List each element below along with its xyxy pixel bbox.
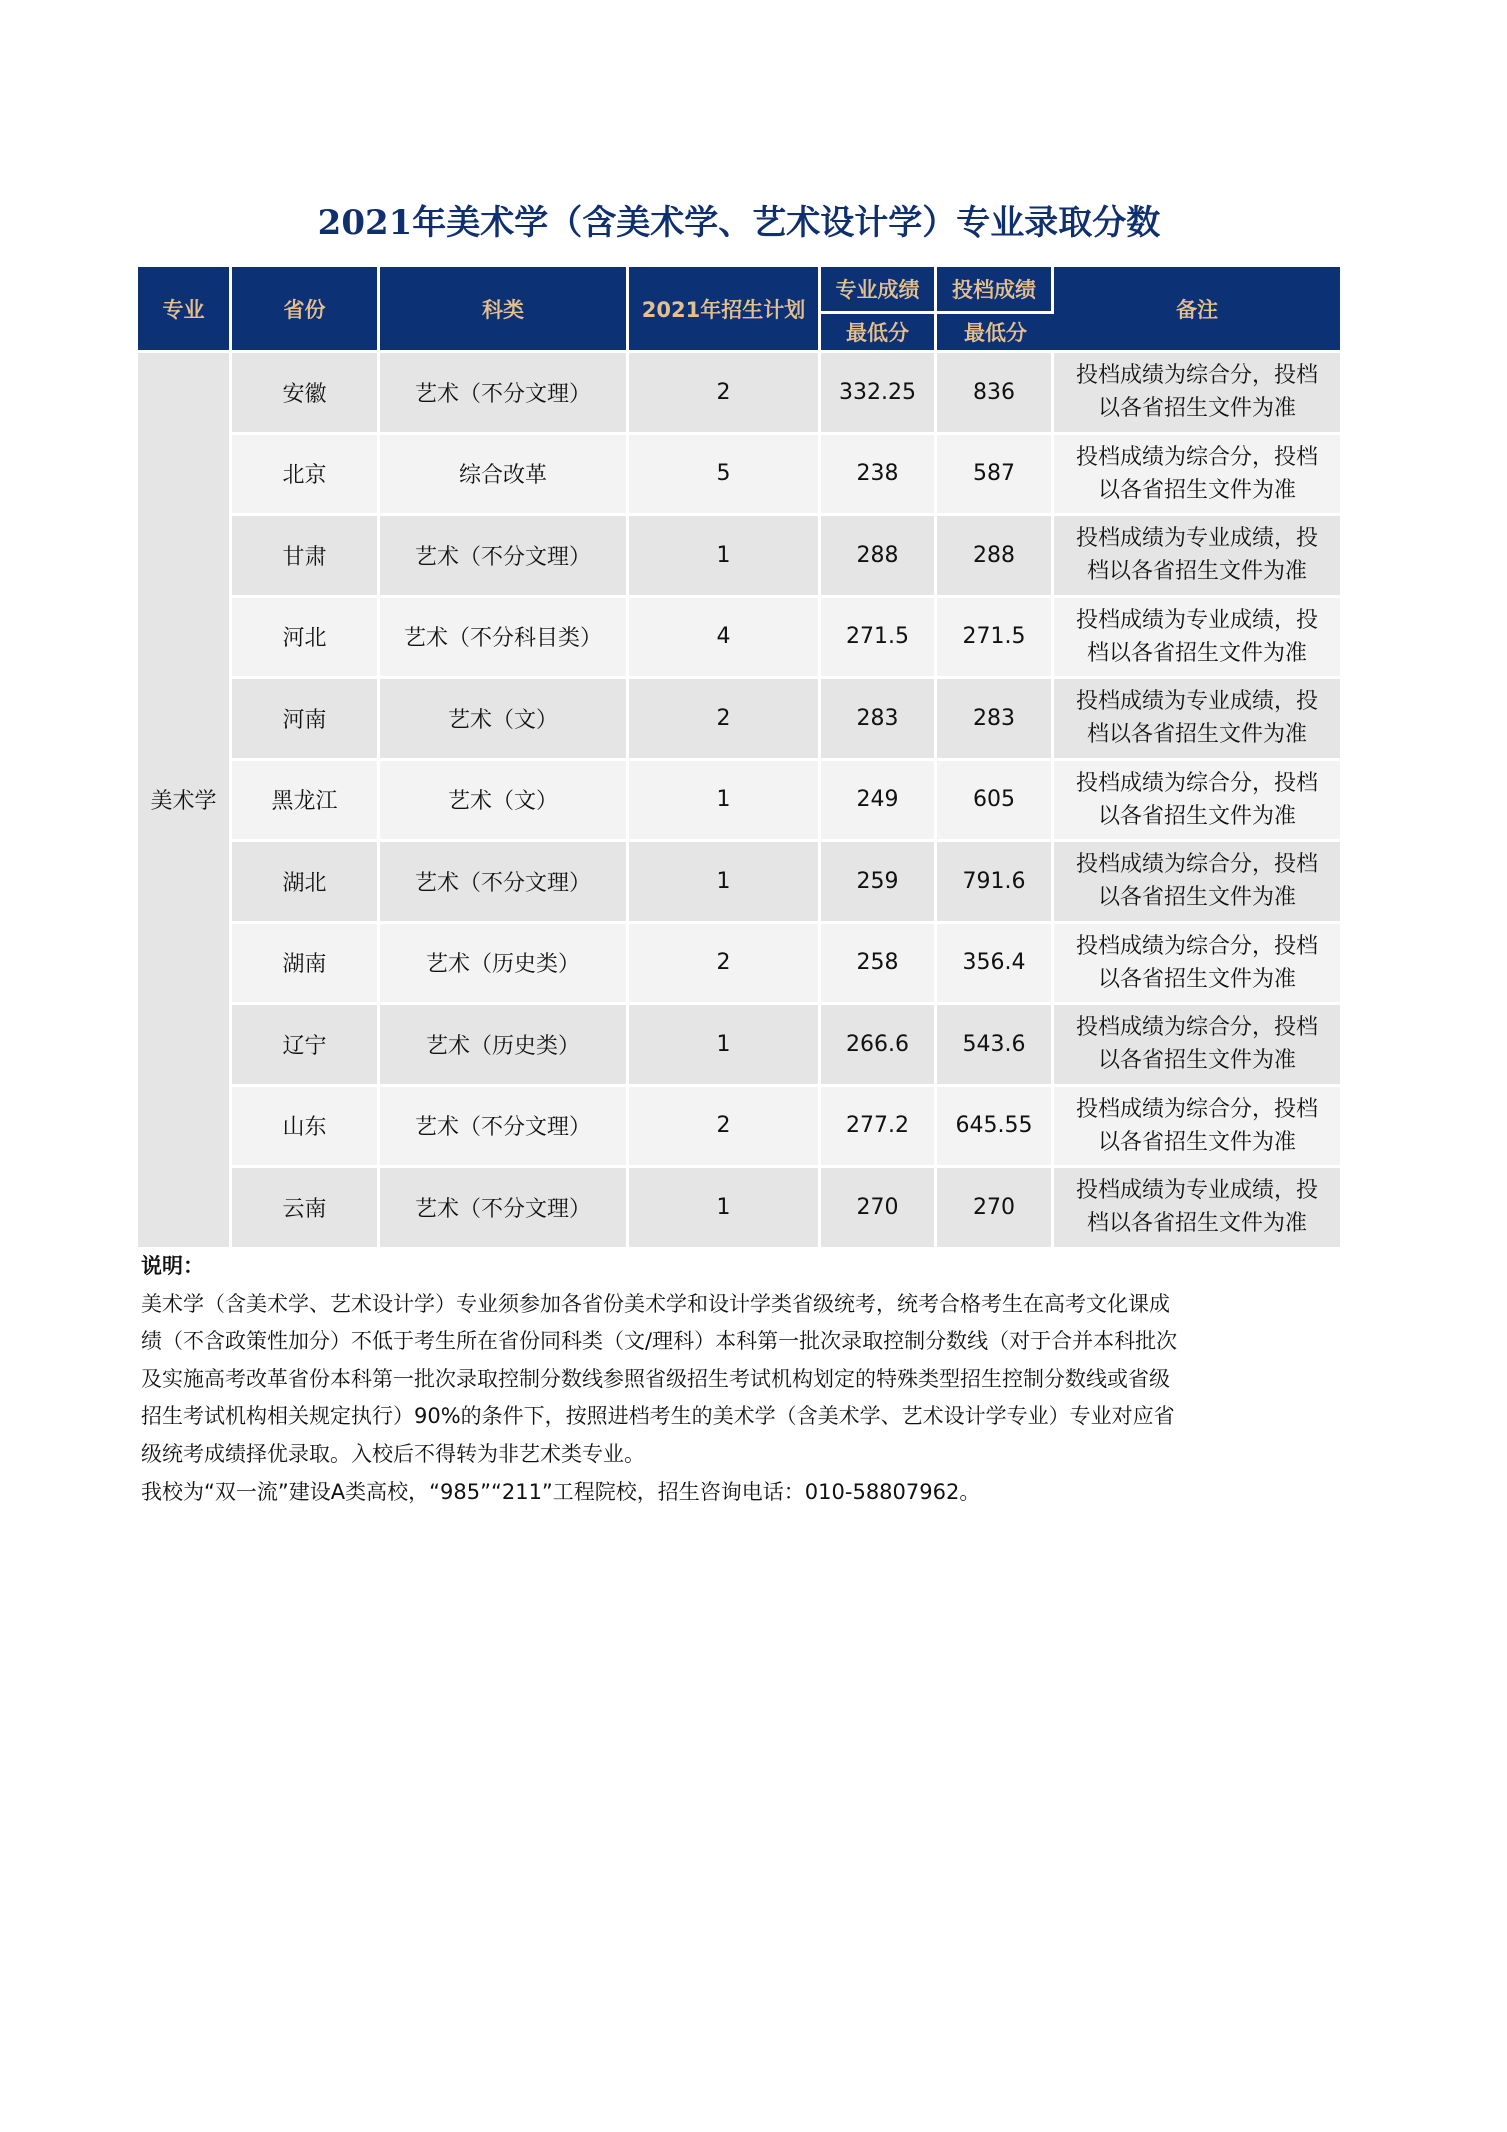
- file-min-cell: 645.55: [937, 1087, 1054, 1169]
- remark-line-1: 投档成绩为专业成绩，投: [1075, 689, 1318, 715]
- table-row: [138, 1005, 1340, 1087]
- notes-line: 及实施高考改革省份本科第一批次录取控制分数线参照省级招生考试机构划定的特殊类型招生控制分数线或省级: [141, 1366, 1170, 1391]
- category-cell: 艺术（文）: [380, 761, 629, 843]
- table-row: [138, 1168, 1340, 1250]
- prof-min-cell: 249: [821, 761, 937, 843]
- remark-line-1: 投档成绩为综合分，投档: [1075, 444, 1318, 470]
- prof-min-cell: 266.6: [821, 1005, 937, 1087]
- table-row: [138, 842, 1340, 924]
- remark-line-1: 投档成绩为综合分，投档: [1075, 1096, 1318, 1122]
- file-min-cell: 791.6: [937, 842, 1054, 924]
- category-cell: 艺术（文）: [380, 679, 629, 761]
- remark-line-2: 以各省招生文件为准: [1097, 885, 1296, 911]
- table-row: [138, 761, 1340, 843]
- province-cell: 河南: [232, 679, 380, 761]
- province-cell: 山东: [232, 1087, 380, 1169]
- remark-line-2: 以各省招生文件为准: [1097, 1129, 1296, 1155]
- major-cell: 美术学: [138, 353, 232, 1250]
- category-cell: 艺术（历史类）: [380, 924, 629, 1006]
- remark-cell: [1054, 1005, 1340, 1087]
- plan-cell: 2: [629, 1087, 821, 1169]
- page-title: 2021年美术学（含美术学、艺术设计学）专业录取分数: [317, 203, 1161, 243]
- prof-min-cell: 271.5: [821, 598, 937, 680]
- table-row: [138, 679, 1340, 761]
- header-category: 科类: [380, 267, 629, 353]
- remark-line-1: 投档成绩为专业成绩，投: [1075, 1178, 1318, 1204]
- file-min-cell: 543.6: [937, 1005, 1054, 1087]
- remark-cell: [1054, 761, 1340, 843]
- table-row: [138, 1087, 1340, 1169]
- province-cell: 云南: [232, 1168, 380, 1250]
- header-remark: 备注: [1054, 267, 1340, 353]
- plan-cell: 1: [629, 761, 821, 843]
- remark-line-1: 投档成绩为综合分，投档: [1075, 363, 1318, 389]
- remark-cell: [1054, 1087, 1340, 1169]
- remark-line-2: 以各省招生文件为准: [1097, 396, 1296, 422]
- province-cell: 黑龙江: [232, 761, 380, 843]
- category-cell: 艺术（不分文理）: [380, 1087, 629, 1169]
- plan-cell: 2: [629, 924, 821, 1006]
- remark-line-1: 投档成绩为综合分，投档: [1075, 770, 1318, 796]
- file-min-cell: 270: [937, 1168, 1054, 1250]
- province-cell: 湖北: [232, 842, 380, 924]
- remark-cell: [1054, 516, 1340, 598]
- notes-line: 招生考试机构相关规定执行）90%的条件下，按照进档考生的美术学（含美术学、艺术设计学专业）专业对应省: [141, 1404, 1175, 1429]
- remark-cell: [1054, 435, 1340, 517]
- header-file-score-min: 最低分: [937, 314, 1054, 353]
- header-prof-score: 专业成绩: [821, 267, 937, 314]
- remark-cell: [1054, 842, 1340, 924]
- plan-cell: 2: [629, 679, 821, 761]
- category-cell: 艺术（不分文理）: [380, 516, 629, 598]
- plan-cell: 4: [629, 598, 821, 680]
- header-file-score: 投档成绩: [937, 267, 1054, 314]
- remark-line-2: 档以各省招生文件为准: [1086, 722, 1307, 748]
- remark-line-1: 投档成绩为专业成绩，投: [1075, 526, 1318, 552]
- file-min-cell: 356.4: [937, 924, 1054, 1006]
- category-cell: 艺术（不分文理）: [380, 353, 629, 435]
- plan-cell: 1: [629, 516, 821, 598]
- file-min-cell: 288: [937, 516, 1054, 598]
- file-min-cell: 587: [937, 435, 1054, 517]
- remark-line-2: 以各省招生文件为准: [1097, 477, 1296, 503]
- remark-cell: [1054, 1168, 1340, 1250]
- province-cell: 甘肃: [232, 516, 380, 598]
- file-min-cell: 836: [937, 353, 1054, 435]
- plan-cell: 2: [629, 353, 821, 435]
- remark-line-2: 档以各省招生文件为准: [1086, 1211, 1307, 1237]
- province-cell: 河北: [232, 598, 380, 680]
- prof-min-cell: 238: [821, 435, 937, 517]
- category-cell: 艺术（历史类）: [380, 1005, 629, 1087]
- plan-cell: 1: [629, 842, 821, 924]
- prof-min-cell: 270: [821, 1168, 937, 1250]
- prof-min-cell: 288: [821, 516, 937, 598]
- prof-min-cell: 332.25: [821, 353, 937, 435]
- notes-contact-line: 我校为“双一流”建设A类高校，“985”“211”工程院校，招生咨询电话：010-58807962。: [141, 1479, 981, 1504]
- header-prof-score-min: 最低分: [821, 314, 937, 353]
- remark-line-1: 投档成绩为综合分，投档: [1075, 852, 1318, 878]
- plan-cell: 5: [629, 435, 821, 517]
- province-cell: 辽宁: [232, 1005, 380, 1087]
- category-cell: 艺术（不分科目类）: [380, 598, 629, 680]
- table-row: [138, 924, 1340, 1006]
- remark-cell: [1054, 924, 1340, 1006]
- plan-cell: 1: [629, 1005, 821, 1087]
- remark-line-2: 以各省招生文件为准: [1097, 1048, 1296, 1074]
- category-cell: 艺术（不分文理）: [380, 842, 629, 924]
- notes-line: 美术学（含美术学、艺术设计学）专业须参加各省份美术学和设计学类省级统考，统考合格考生在高考文化课成: [141, 1291, 1170, 1316]
- prof-min-cell: 259: [821, 842, 937, 924]
- remark-cell: [1054, 598, 1340, 680]
- remark-cell: [1054, 679, 1340, 761]
- table-row: [138, 598, 1340, 680]
- table-row: [138, 353, 1340, 435]
- prof-min-cell: 258: [821, 924, 937, 1006]
- notes-line: 绩（不含政策性加分）不低于考生所在省份同科类（文/理科）本科第一批次录取控制分数线（对于合并本科批次: [141, 1329, 1178, 1354]
- header-major: 专业: [138, 267, 232, 353]
- notes-line: 级统考成绩择优录取。入校后不得转为非艺术类专业。: [141, 1441, 645, 1466]
- province-cell: 湖南: [232, 924, 380, 1006]
- remark-line-2: 档以各省招生文件为准: [1086, 559, 1307, 585]
- remark-line-2: 档以各省招生文件为准: [1086, 640, 1307, 666]
- remark-line-1: 投档成绩为综合分，投档: [1075, 1015, 1318, 1041]
- table-row: [138, 516, 1340, 598]
- file-min-cell: 271.5: [937, 598, 1054, 680]
- plan-cell: 1: [629, 1168, 821, 1250]
- file-min-cell: 283: [937, 679, 1054, 761]
- remark-cell: [1054, 353, 1340, 435]
- category-cell: 艺术（不分文理）: [380, 1168, 629, 1250]
- notes-label: 说明：: [141, 1254, 204, 1278]
- header-plan: 2021年招生计划: [629, 267, 821, 353]
- remark-line-2: 以各省招生文件为准: [1097, 966, 1296, 992]
- province-cell: 北京: [232, 435, 380, 517]
- province-cell: 安徽: [232, 353, 380, 435]
- category-cell: 综合改革: [380, 435, 629, 517]
- prof-min-cell: 283: [821, 679, 937, 761]
- remark-line-1: 投档成绩为综合分，投档: [1075, 933, 1318, 959]
- notes-section: [141, 1248, 1351, 1511]
- remark-line-1: 投档成绩为专业成绩，投: [1075, 607, 1318, 633]
- prof-min-cell: 277.2: [821, 1087, 937, 1169]
- admission-score-table: [138, 267, 1340, 1250]
- file-min-cell: 605: [937, 761, 1054, 843]
- remark-line-2: 以各省招生文件为准: [1097, 803, 1296, 829]
- header-province: 省份: [232, 267, 380, 353]
- table-row: [138, 435, 1340, 517]
